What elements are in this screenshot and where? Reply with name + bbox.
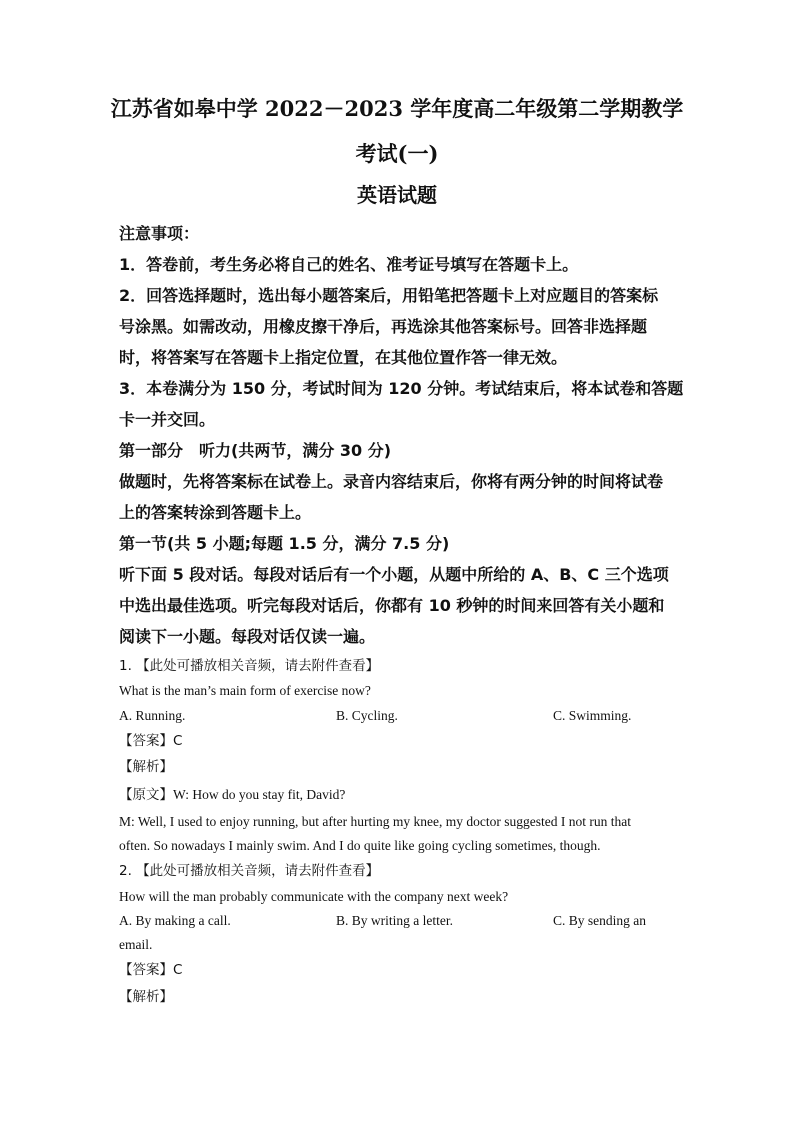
question-1-analysis: 【解析】 <box>119 759 173 775</box>
question-1-option-b: B. Cycling. <box>336 708 398 723</box>
subject-title: 英语试题 <box>357 183 437 207</box>
question-2-audio-note: 2. 【此处可播放相关音频，请去附件查看】 <box>119 863 380 879</box>
note-line-4: 时，将答案写在答题卡上指定位置，在其他位置作答一律无效。 <box>119 348 568 367</box>
transcript-label: 【原文】 <box>119 787 173 803</box>
part1-intro-line-2: 上的答案转涂到答题卡上。 <box>119 503 312 522</box>
note-line-2: 2．回答选择题时，选出每小题答案后，用铅笔把答题卡上对应题目的答案标 <box>119 286 659 305</box>
question-2-analysis: 【解析】 <box>119 989 173 1005</box>
section1-heading: 第一节(共 5 小题;每题 1.5 分，满分 7.5 分) <box>119 534 450 553</box>
part1-heading: 第一部分 听力(共两节，满分 30 分) <box>119 441 392 460</box>
question-1-transcript-line-1: M: Well, I used to enjoy running, but after hurting my knee, my doctor suggested I not run that <box>119 814 631 829</box>
question-1-text: What is the man’s main form of exercise now? <box>119 683 371 698</box>
question-1-audio-note: 1. 【此处可播放相关音频，请去附件查看】 <box>119 658 380 674</box>
exam-title: 江苏省如皋中学 2022－2023 学年度高二年级第二学期教学 <box>110 96 684 121</box>
question-2-text: How will the man probably communicate with the company next week? <box>119 889 509 904</box>
note-line-3: 号涂黑。如需改动，用橡皮擦干净后，再选涂其他答案标号。回答非选择题 <box>119 317 648 336</box>
section1-line-1: 听下面 5 段对话。每段对话后有一个小题，从题中所给的 A、B、C 三个选项 <box>119 565 669 584</box>
section1-line-3: 阅读下一小题。每段对话仅读一遍。 <box>119 627 376 646</box>
part1-intro-line-1: 做题时，先将答案标在试卷上。录音内容结束后，你将有两分钟的时间将试卷 <box>119 472 664 491</box>
notes-heading: 注意事项： <box>119 224 200 243</box>
question-2-option-b: B. By writing a letter. <box>336 913 453 928</box>
transcript-first-line: W: How do you stay fit, David? <box>173 787 346 802</box>
question-2-answer: 【答案】C <box>119 962 183 978</box>
question-1-transcript-line-2: often. So nowadays I mainly swim. And I do quite like going cycling sometimes, though. <box>119 838 601 853</box>
question-1-transcript-first <box>119 783 345 807</box>
question-2-option-a: A. By making a call. <box>119 913 231 928</box>
question-1-option-a: A. Running. <box>119 708 186 723</box>
note-line-6: 卡一并交回。 <box>119 410 216 429</box>
question-1-answer: 【答案】C <box>119 733 183 749</box>
question-2-option-c: C. By sending an <box>553 913 646 928</box>
question-1-option-c: C. Swimming. <box>553 708 632 723</box>
question-2-option-c-wrap: email. <box>119 937 153 952</box>
exam-title-continued: 考试(一) <box>355 141 439 166</box>
note-line-1: 1．答卷前，考生务必将自己的姓名、准考证号填写在答题卡上。 <box>119 255 579 274</box>
note-line-5: 3．本卷满分为 150 分，考试时间为 120 分钟。考试结束后，将本试卷和答题 <box>119 379 684 398</box>
section1-line-2: 中选出最佳选项。听完每段对话后，你都有 10 秒钟的时间来回答有关小题和 <box>119 596 665 615</box>
